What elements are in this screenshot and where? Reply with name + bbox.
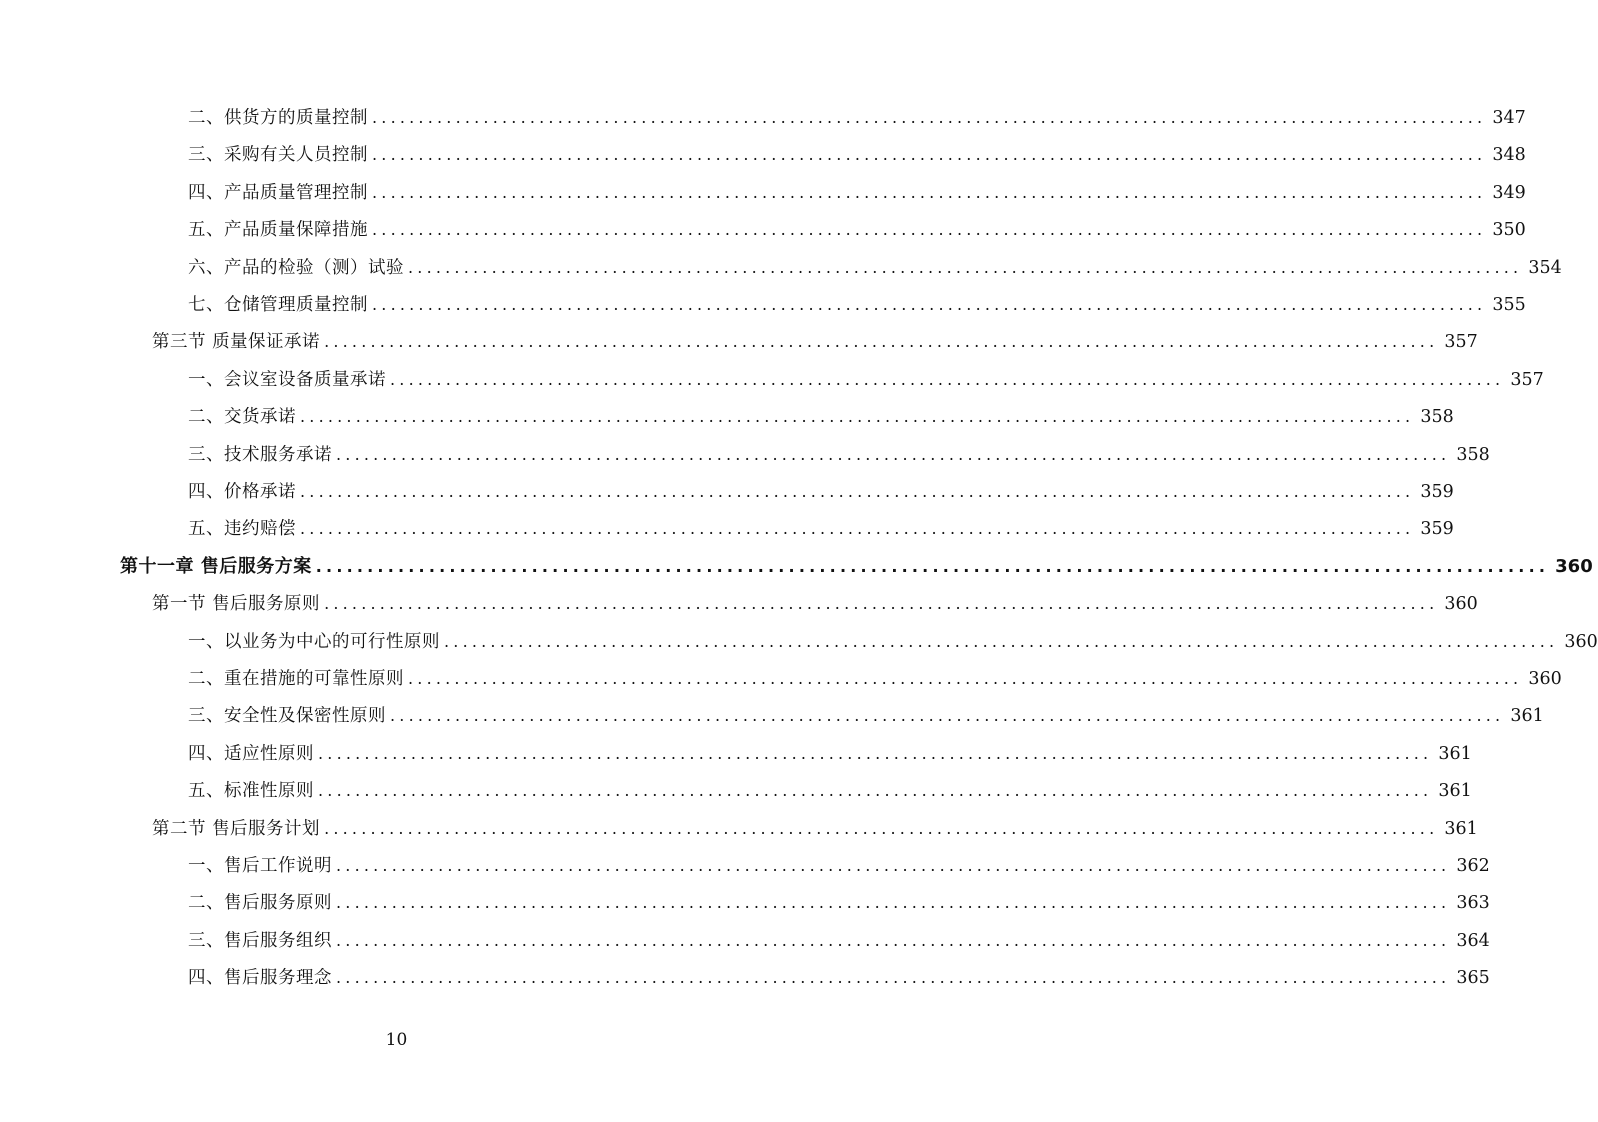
toc-entry xyxy=(188,106,1526,130)
toc-entry-page: 361 xyxy=(1438,781,1472,802)
toc-entry xyxy=(152,817,1478,841)
toc-entry-page: 363 xyxy=(1456,893,1490,914)
toc-entry xyxy=(188,517,1454,541)
toc-entry-page: 364 xyxy=(1456,930,1490,951)
toc-entry-label: 三、售后服务组织 xyxy=(188,930,332,951)
toc-entry-label: 四、售后服务理念 xyxy=(188,968,332,989)
toc-entry xyxy=(188,443,1490,467)
toc-entry-label: 第十一章 售后服务方案 xyxy=(120,555,312,577)
toc-entry xyxy=(152,592,1478,616)
toc-dot-leader: ........................................................................................................................ xyxy=(372,182,1487,202)
toc-entry xyxy=(188,630,1598,654)
page-number: 10 xyxy=(385,1030,408,1050)
toc-entry-label: 第三节 质量保证承诺 xyxy=(152,332,321,353)
toc-entry-page: 358 xyxy=(1420,407,1454,428)
toc-dot-leader: ........................................................................................................................ xyxy=(372,295,1487,314)
toc-entry-page: 359 xyxy=(1420,519,1454,540)
toc-entry-page: 347 xyxy=(1492,108,1526,128)
toc-entry-label: 三、安全性及保密性原则 xyxy=(188,706,386,727)
toc-entry xyxy=(188,405,1454,429)
toc-entry xyxy=(188,929,1490,953)
toc-dot-leader: ........................................................................................................................ xyxy=(408,669,1523,688)
toc-entry xyxy=(188,779,1472,803)
toc-dot-leader: ........................................................................................................................ xyxy=(372,108,1487,127)
toc-dot-leader: ........................................................................................................................ xyxy=(444,631,1559,651)
toc-entry-label: 三、技术服务承诺 xyxy=(188,444,332,465)
toc-entry xyxy=(188,742,1472,766)
toc-entry xyxy=(188,704,1544,728)
toc-entry-page: 360 xyxy=(1564,631,1598,652)
toc-dot-leader: ........................................................................................................................ xyxy=(318,743,1433,763)
toc-entry xyxy=(188,667,1562,691)
toc-entry-label: 第一节 售后服务原则 xyxy=(152,594,321,615)
toc-dot-leader: ........................................................................................................................ xyxy=(324,332,1439,352)
toc-entry-page: 359 xyxy=(1420,482,1454,502)
toc-dot-leader: ........................................................................................................................ xyxy=(315,556,1550,576)
toc-dot-leader: ........................................................................................................................ xyxy=(318,781,1433,801)
toc-dot-leader: ........................................................................................................................ xyxy=(336,930,1451,950)
toc-entry-page: 350 xyxy=(1492,220,1526,241)
toc-dot-leader: ........................................................................................................................ xyxy=(324,594,1439,614)
toc-entry-label: 五、标准性原则 xyxy=(188,781,314,802)
toc-dot-leader: ........................................................................................................................ xyxy=(372,145,1487,165)
toc-entry-page: 348 xyxy=(1492,145,1526,166)
toc-entry-label: 二、售后服务原则 xyxy=(188,893,332,914)
toc-entry-page: 349 xyxy=(1492,182,1526,203)
toc-dot-leader: ........................................................................................................................ xyxy=(300,407,1415,427)
toc-dot-leader: ........................................................................................................................ xyxy=(336,968,1451,988)
toc-dot-leader: ........................................................................................................................ xyxy=(336,444,1451,464)
toc-entry-label: 四、价格承诺 xyxy=(188,482,296,502)
toc-entry-page: 360 xyxy=(1528,669,1562,689)
toc-dot-leader: ........................................................................................................................ xyxy=(300,482,1415,501)
toc-dot-leader: ........................................................................................................................ xyxy=(336,856,1451,875)
toc-entry-label: 五、产品质量保障措施 xyxy=(188,220,368,241)
toc-entry-label: 一、会议室设备质量承诺 xyxy=(188,369,386,390)
toc-entry-label: 五、违约赔偿 xyxy=(188,519,296,540)
toc-entry-page: 361 xyxy=(1438,743,1472,764)
toc-entry-page: 360 xyxy=(1444,594,1478,615)
toc-dot-leader: ........................................................................................................................ xyxy=(390,369,1505,389)
toc-entry-label: 二、重在措施的可靠性原则 xyxy=(188,669,404,689)
toc-entry xyxy=(188,256,1562,280)
toc-entry-label: 二、供货方的质量控制 xyxy=(188,108,368,128)
toc-entry xyxy=(188,181,1526,205)
toc-entry xyxy=(152,330,1478,354)
toc-entry-page: 361 xyxy=(1444,818,1478,839)
toc-entry xyxy=(188,218,1526,242)
toc-entry xyxy=(188,854,1490,878)
toc-entry-page: 358 xyxy=(1456,444,1490,465)
toc-entry-page: 357 xyxy=(1510,369,1544,390)
toc-entry-page: 360 xyxy=(1555,555,1593,577)
toc-entry-page: 357 xyxy=(1444,332,1478,353)
toc-entry xyxy=(188,966,1490,990)
toc-entry-page: 355 xyxy=(1492,295,1526,315)
toc-entry xyxy=(188,143,1526,167)
toc-entry-page: 361 xyxy=(1510,706,1544,727)
toc-entry-page: 365 xyxy=(1456,968,1490,989)
toc-entry-label: 四、产品质量管理控制 xyxy=(188,182,368,203)
toc-entry xyxy=(120,555,1593,579)
toc-entry-label: 七、仓储管理质量控制 xyxy=(188,295,368,315)
toc-entry xyxy=(188,891,1490,915)
toc-entry xyxy=(188,293,1526,317)
toc-entry-label: 第二节 售后服务计划 xyxy=(152,818,321,839)
toc-entry-page: 362 xyxy=(1456,856,1490,876)
toc-entry-label: 四、适应性原则 xyxy=(188,743,314,764)
toc-entry-label: 六、产品的检验（测）试验 xyxy=(188,257,404,278)
toc-dot-leader: ........................................................................................................................ xyxy=(324,818,1439,838)
toc-entry-label: 三、采购有关人员控制 xyxy=(188,145,368,166)
toc-entry-label: 二、交货承诺 xyxy=(188,407,296,428)
toc-entry xyxy=(188,368,1544,392)
toc-dot-leader: ........................................................................................................................ xyxy=(390,706,1505,726)
toc-entry-label: 一、售后工作说明 xyxy=(188,856,332,876)
toc-dot-leader: ........................................................................................................................ xyxy=(408,257,1523,277)
toc-entry xyxy=(188,480,1454,504)
toc-dot-leader: ........................................................................................................................ xyxy=(336,893,1451,913)
toc-dot-leader: ........................................................................................................................ xyxy=(300,519,1415,539)
toc-entry-page: 354 xyxy=(1528,257,1562,278)
toc-dot-leader: ........................................................................................................................ xyxy=(372,220,1487,240)
toc-entry-label: 一、以业务为中心的可行性原则 xyxy=(188,631,440,652)
